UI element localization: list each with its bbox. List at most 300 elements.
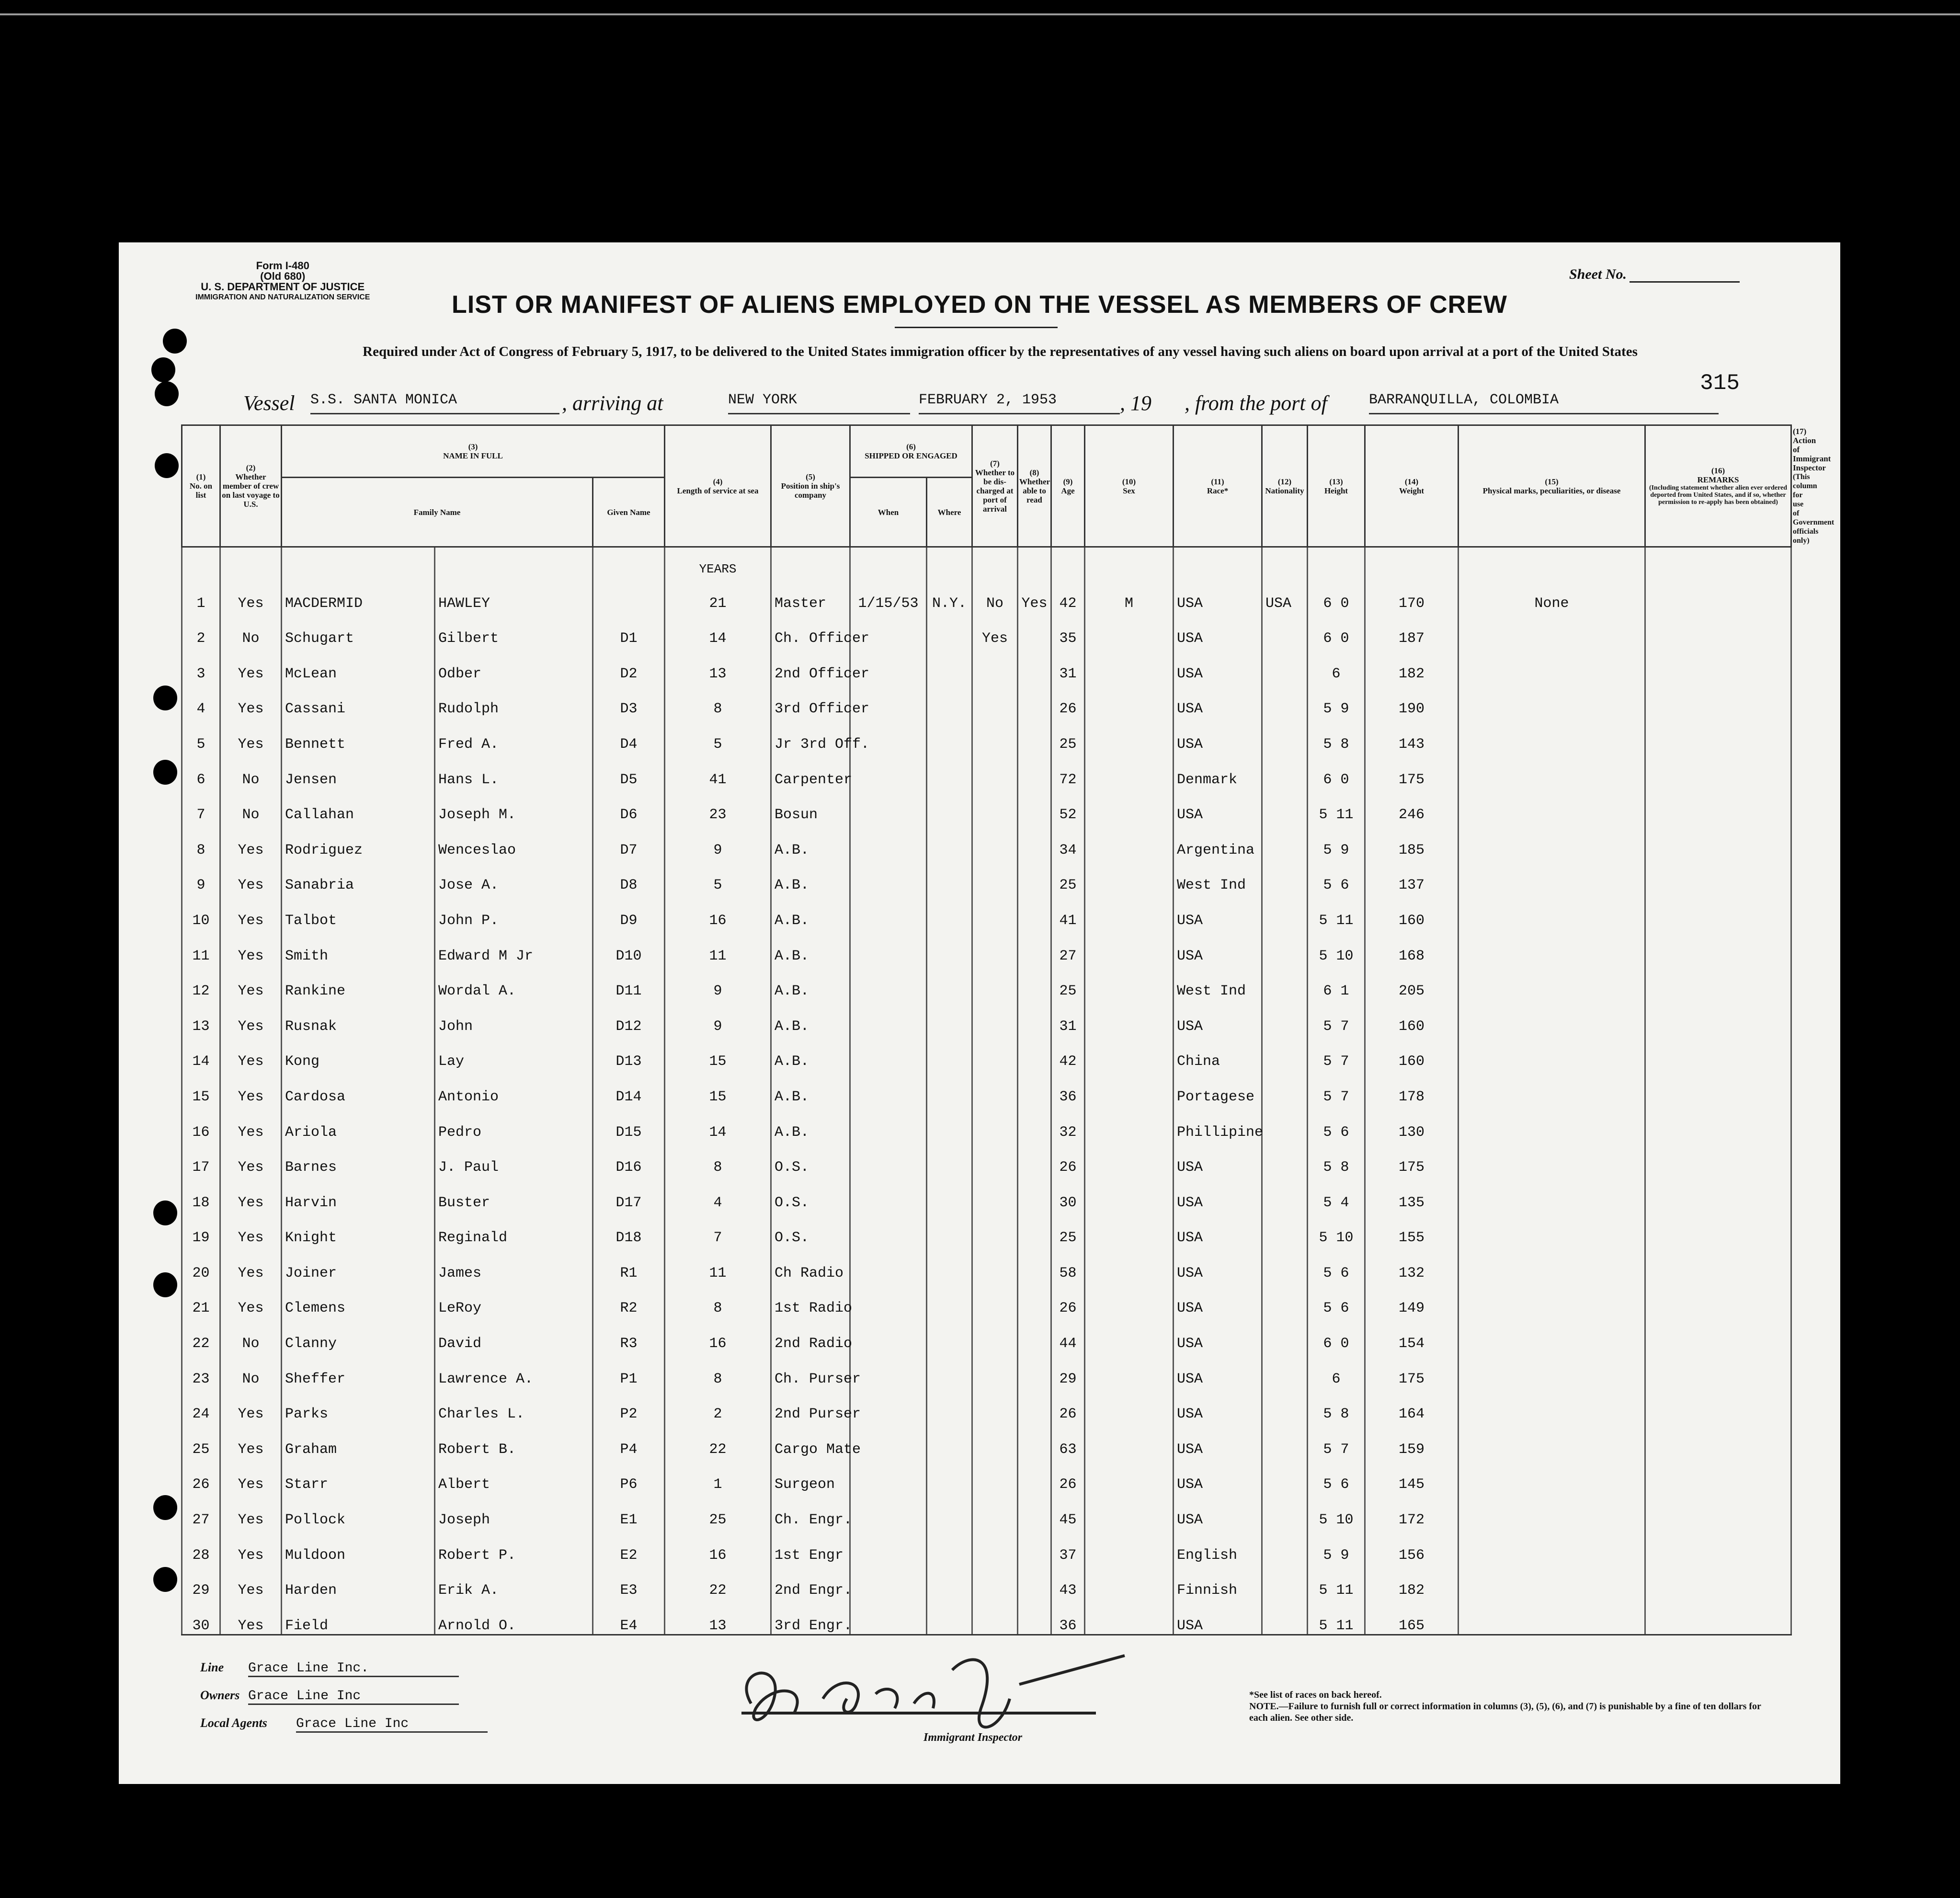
manifest-sheet	[119, 242, 1840, 1784]
position: A.B.	[771, 929, 850, 964]
binder-hole	[155, 381, 179, 406]
height: 5 8	[1308, 1387, 1365, 1423]
row-number: 4	[182, 682, 220, 718]
form-old-number: (Old 680)	[260, 270, 306, 282]
table-row	[182, 823, 1791, 858]
binder-hole	[151, 357, 175, 382]
table-row	[182, 1070, 1791, 1105]
race: USA	[1174, 1458, 1262, 1493]
weight: 160	[1365, 1035, 1459, 1070]
row-number: 22	[182, 1316, 220, 1352]
family-name: Harvin	[282, 1176, 435, 1211]
age: 72	[1051, 753, 1085, 788]
height: 5 11	[1308, 1564, 1365, 1599]
row-number: 26	[182, 1458, 220, 1493]
weight: 132	[1365, 1246, 1459, 1281]
weight: 182	[1365, 1564, 1459, 1599]
member-last-voyage: No	[220, 1316, 282, 1352]
family-name: Pollock	[282, 1493, 435, 1528]
shipped-when	[850, 823, 927, 858]
able-to-read	[1018, 1105, 1051, 1141]
arrival-port: NEW YORK	[728, 392, 910, 414]
height: 5 11	[1308, 788, 1365, 823]
remarks	[1645, 612, 1791, 647]
table-row	[182, 1352, 1791, 1387]
physical-marks	[1459, 1246, 1645, 1281]
shipped-when	[850, 1176, 927, 1211]
crew-code: D12	[593, 999, 665, 1035]
position: Surgeon	[771, 1458, 850, 1493]
member-last-voyage: Yes	[220, 1528, 282, 1564]
sex	[1085, 823, 1174, 858]
arriving-label: , arriving at	[562, 391, 663, 415]
race: USA	[1174, 1422, 1262, 1458]
table-row	[182, 717, 1791, 753]
family-name: Rodriguez	[282, 823, 435, 858]
year-label: , 19	[1120, 391, 1151, 415]
nationality	[1262, 1493, 1308, 1528]
table-row	[182, 753, 1791, 788]
weight: 160	[1365, 999, 1459, 1035]
crew-code: R1	[593, 1246, 665, 1281]
race: Portagese	[1174, 1070, 1262, 1105]
sex	[1085, 858, 1174, 894]
physical-marks	[1459, 1141, 1645, 1176]
race: West Ind	[1174, 858, 1262, 894]
table-row	[182, 929, 1791, 964]
age: 45	[1051, 1493, 1085, 1528]
binder-hole	[153, 760, 177, 785]
able-to-read	[1018, 1528, 1051, 1564]
shipped-when	[850, 999, 927, 1035]
height: 5 11	[1308, 1599, 1365, 1635]
shipped-when	[850, 1246, 927, 1281]
shipped-where	[927, 1493, 972, 1528]
member-last-voyage: No	[220, 753, 282, 788]
shipped-when	[850, 1141, 927, 1176]
row-number: 19	[182, 1211, 220, 1246]
family-name: Kong	[282, 1035, 435, 1070]
weight: 159	[1365, 1422, 1459, 1458]
shipped-where	[927, 1246, 972, 1281]
to-be-discharged	[972, 1387, 1018, 1423]
height: 6	[1308, 647, 1365, 682]
position: O.S.	[771, 1211, 850, 1246]
remarks	[1645, 576, 1791, 612]
physical-marks	[1459, 1176, 1645, 1211]
row-number: 11	[182, 929, 220, 964]
age: 26	[1051, 1387, 1085, 1423]
header-shipped: (6) SHIPPED OR ENGAGED	[850, 425, 972, 478]
shipped-when	[850, 1599, 927, 1635]
age: 42	[1051, 576, 1085, 612]
member-last-voyage: No	[220, 1352, 282, 1387]
crew-code: P2	[593, 1387, 665, 1423]
given-name: HAWLEY	[435, 576, 593, 612]
row-number: 9	[182, 858, 220, 894]
member-last-voyage: No	[220, 612, 282, 647]
able-to-read	[1018, 1141, 1051, 1176]
nationality	[1262, 929, 1308, 964]
inspector-signature	[713, 1641, 1144, 1737]
age: 36	[1051, 1599, 1085, 1635]
row-number: 25	[182, 1422, 220, 1458]
row-number: 29	[182, 1564, 220, 1599]
binder-hole	[153, 1495, 177, 1520]
remarks	[1645, 823, 1791, 858]
service: IMMIGRATION AND NATURALIZATION SERVICE	[195, 293, 370, 301]
weight: 160	[1365, 893, 1459, 929]
given-name: Lay	[435, 1035, 593, 1070]
family-name: Cardosa	[282, 1070, 435, 1105]
row-number: 24	[182, 1387, 220, 1423]
shipped-where	[927, 858, 972, 894]
length-of-service: 9	[665, 999, 771, 1035]
shipped-where	[927, 964, 972, 1000]
row-number: 7	[182, 788, 220, 823]
table-row	[182, 1176, 1791, 1211]
nationality	[1262, 1528, 1308, 1564]
age: 26	[1051, 1458, 1085, 1493]
crew-table: (1) No. on list (2) Whether member of crew on last voyage to U.S. (3) NAME IN FULL (4) Length of service at sea (5) Position in ship's company (6) SHIPPED OR ENGAGED (7) Whether to be dis-charged at port of arrival (8) Whether able to read (9) Age (10) Sex (11) Race* (12) Nationality (13) Height (14) Weight (15) Physical marks, peculiarities, or disease (16) REMARKS (Including statement whether alien ever ordered deported from United States, and if so, whether permission to re-apply has been obtained) (17) Action of Immigrant Inspector (This column for use of Government officials only) Family Name Given Name When Where YEARS 1 Yes MACDERMID HAWLEY 21 Master 1/15/53 N.Y. No Yes 42 M USA USA 6 0 170 None 2 No Schugart Gilbert D1 14 Ch. Officer Yes 35 USA 6 0 187 3 Yes McLean Odber D2 13 2nd Officer 31 USA 6 182 4 Yes Cassani Rudolph D3 8 3rd Officer 26 USA 5 9 190 5 Yes Bennett Fred A. D4 5 Jr 3rd Off. 25 USA 5 8 143 6 No Jensen Hans L. D5 41 Carpenter 72 Denmark 6 0 175 7 No Callahan Joseph M. D6 23 Bosun 52 USA 5 11 246 8 Yes Rodriguez Wenceslao D7 9 A.B. 34 Argentina 5 9 185 9 Yes Sanabria Jose A. D8 5 A.B. 25 West Ind 5 6 137 10 Yes Talbot John P. D9 16 A.B. 41 USA 5 11 160 11 Yes Smith Edward M Jr D10 11 A.B. 27 USA 5 10 168 12 Yes Rankine Wordal A. D11 9 A.B. 25 West Ind 6 1 205 13 Yes Rusnak John D12 9 A.B. 31 USA 5 7 160 14 Yes Kong Lay D13 15 A.B. 42 China 5 7 160 15 Yes Cardosa Antonio D14 15 A.B. 36 Portagese 5 7 178 16 Yes Ariola Pedro D15 14 A.B. 32 Phillipine 5 6 130 17 Yes Barnes J. Paul D16 8 O.S. 26 USA 5 8 175 18 Yes Harvin Buster D17 4 O.S. 30 USA 5 4 135 19 Yes Knight Reginald D18 7 O.S. 25 USA 5 10 155 20 Yes Joiner James R1 11 Ch Radio 58 USA 5 6 132 21 Yes Clemens LeRoy R2 8 1st Radio 26 USA 5 6 149 22 No Clanny David R3 16 2nd Radio 44 USA 6 0 154 23 No Sheffer Lawrence A. P1 8 Ch. Purser 29 USA 6 175 24 Yes Parks Charles L. P2 2 2nd Purser 26 USA 5 8 164 25 Yes Graham Robert B. P4 22 Cargo Mate 63 USA 5 7 159 26 Yes Starr Albert P6 1 Surgeon 26 USA 5 6 145 27 Yes Pollock Joseph E1 25 Ch. Engr. 45 USA 5 10 172 28 Yes Muldoon Robert P. E2 16 1st Engr 37 English 5 9 156 29 Yes Harden Erik A. E3 22 2nd Engr. 43 Finnish 5 11 182 30 Yes Field Arnold O. E4 13 3rd Engr. 36 USA 5 11 165	[181, 424, 1792, 1635]
given-name: Reginald	[435, 1211, 593, 1246]
height: 5 6	[1308, 858, 1365, 894]
remarks	[1645, 1422, 1791, 1458]
remarks	[1645, 999, 1791, 1035]
sex	[1085, 1528, 1174, 1564]
family-name: Joiner	[282, 1246, 435, 1281]
header-weight: (14) Weight	[1365, 425, 1459, 547]
length-of-service: 14	[665, 612, 771, 647]
shipped-where	[927, 647, 972, 682]
member-last-voyage: Yes	[220, 823, 282, 858]
family-name: Starr	[282, 1458, 435, 1493]
race: USA	[1174, 612, 1262, 647]
shipped-when	[850, 1422, 927, 1458]
footer-agents	[200, 1660, 488, 1744]
department: U. S. DEPARTMENT OF JUSTICE	[201, 281, 365, 293]
physical-marks	[1459, 929, 1645, 964]
family-name: Field	[282, 1599, 435, 1635]
to-be-discharged	[972, 647, 1018, 682]
race: China	[1174, 1035, 1262, 1070]
sex	[1085, 1176, 1174, 1211]
weight: 145	[1365, 1458, 1459, 1493]
family-name: Barnes	[282, 1141, 435, 1176]
shipped-when	[850, 893, 927, 929]
sex	[1085, 682, 1174, 718]
given-name: Pedro	[435, 1105, 593, 1141]
length-of-service: 5	[665, 858, 771, 894]
inspector-label: Immigrant Inspector	[923, 1731, 1023, 1744]
row-number: 28	[182, 1528, 220, 1564]
age: 32	[1051, 1105, 1085, 1141]
header-physical: (15) Physical marks, peculiarities, or disease	[1459, 425, 1645, 547]
row-number: 6	[182, 753, 220, 788]
shipped-where	[927, 1316, 972, 1352]
crew-code: D2	[593, 647, 665, 682]
family-name: Sanabria	[282, 858, 435, 894]
nationality	[1262, 1564, 1308, 1599]
shipped-where	[927, 1211, 972, 1246]
given-name: Albert	[435, 1458, 593, 1493]
row-number: 3	[182, 647, 220, 682]
family-name: Talbot	[282, 893, 435, 929]
height: 5 10	[1308, 929, 1365, 964]
table-row	[182, 893, 1791, 929]
able-to-read: Yes	[1018, 576, 1051, 612]
race: USA	[1174, 1599, 1262, 1635]
able-to-read	[1018, 999, 1051, 1035]
physical-marks	[1459, 1211, 1645, 1246]
physical-marks	[1459, 1422, 1645, 1458]
physical-marks	[1459, 1105, 1645, 1141]
weight: 156	[1365, 1528, 1459, 1564]
position: O.S.	[771, 1176, 850, 1211]
nationality: USA	[1262, 576, 1308, 612]
shipped-where	[927, 753, 972, 788]
physical-marks	[1459, 1458, 1645, 1493]
footer-agents-row: Local Agents Grace Line Inc	[200, 1716, 488, 1744]
able-to-read	[1018, 1564, 1051, 1599]
weight: 155	[1365, 1211, 1459, 1246]
weight: 135	[1365, 1176, 1459, 1211]
age: 37	[1051, 1528, 1085, 1564]
family-name: Clemens	[282, 1281, 435, 1317]
header-position: (5) Position in ship's company	[771, 425, 850, 547]
vessel-name: S.S. SANTA MONICA	[310, 392, 559, 414]
age: 36	[1051, 1070, 1085, 1105]
physical-marks	[1459, 612, 1645, 647]
member-last-voyage: Yes	[220, 1246, 282, 1281]
age: 30	[1051, 1176, 1085, 1211]
length-of-service: 8	[665, 1141, 771, 1176]
physical-marks	[1459, 1352, 1645, 1387]
line-value: Grace Line Inc.	[248, 1661, 459, 1677]
able-to-read	[1018, 1352, 1051, 1387]
length-of-service: 41	[665, 753, 771, 788]
nationality	[1262, 1246, 1308, 1281]
race: Phillipine	[1174, 1105, 1262, 1141]
remarks	[1645, 1387, 1791, 1423]
given-name: Fred A.	[435, 717, 593, 753]
row-number: 27	[182, 1493, 220, 1528]
table-row	[182, 682, 1791, 718]
shipped-when	[850, 1458, 927, 1493]
crew-code: E1	[593, 1493, 665, 1528]
able-to-read	[1018, 682, 1051, 718]
to-be-discharged	[972, 1105, 1018, 1141]
position: 3rd Engr.	[771, 1599, 850, 1635]
to-be-discharged	[972, 1564, 1018, 1599]
given-name: Hans L.	[435, 753, 593, 788]
physical-marks	[1459, 893, 1645, 929]
given-name: Arnold O.	[435, 1599, 593, 1635]
nationality	[1262, 1599, 1308, 1635]
height: 5 6	[1308, 1105, 1365, 1141]
weight: 175	[1365, 1352, 1459, 1387]
height: 5 10	[1308, 1493, 1365, 1528]
height: 5 6	[1308, 1281, 1365, 1317]
scan-top-line	[0, 13, 1960, 15]
vessel-line	[243, 391, 1776, 420]
sex	[1085, 1422, 1174, 1458]
sex	[1085, 964, 1174, 1000]
remarks	[1645, 1070, 1791, 1105]
family-name: Rankine	[282, 964, 435, 1000]
nationality	[1262, 1316, 1308, 1352]
race: USA	[1174, 1176, 1262, 1211]
to-be-discharged	[972, 1070, 1018, 1105]
height: 5 10	[1308, 1211, 1365, 1246]
shipped-where	[927, 682, 972, 718]
to-be-discharged	[972, 682, 1018, 718]
crew-code: D15	[593, 1105, 665, 1141]
crew-code: P4	[593, 1422, 665, 1458]
sex	[1085, 893, 1174, 929]
member-last-voyage: Yes	[220, 576, 282, 612]
position: 2nd Purser	[771, 1387, 850, 1423]
agents-value: Grace Line Inc	[296, 1716, 488, 1733]
length-of-service: 16	[665, 1528, 771, 1564]
physical-marks	[1459, 753, 1645, 788]
able-to-read	[1018, 823, 1051, 858]
binder-hole	[153, 1272, 177, 1297]
table-row	[182, 999, 1791, 1035]
given-name: LeRoy	[435, 1281, 593, 1317]
sex	[1085, 1070, 1174, 1105]
header-name: (3) NAME IN FULL	[282, 425, 665, 478]
weight: 246	[1365, 788, 1459, 823]
crew-code: R3	[593, 1316, 665, 1352]
physical-marks	[1459, 1070, 1645, 1105]
weight: 164	[1365, 1387, 1459, 1423]
position: Carpenter	[771, 753, 850, 788]
from-port: BARRANQUILLA, COLOMBIA	[1369, 392, 1719, 414]
race: USA	[1174, 682, 1262, 718]
remarks	[1645, 858, 1791, 894]
shipped-when	[850, 753, 927, 788]
able-to-read	[1018, 1070, 1051, 1105]
age: 26	[1051, 1141, 1085, 1176]
to-be-discharged	[972, 788, 1018, 823]
binder-hole	[153, 1201, 177, 1225]
sex	[1085, 1387, 1174, 1423]
physical-marks	[1459, 1316, 1645, 1352]
crew-code: D4	[593, 717, 665, 753]
length-of-service: 8	[665, 682, 771, 718]
length-of-service: 16	[665, 1316, 771, 1352]
to-be-discharged	[972, 717, 1018, 753]
age: 25	[1051, 717, 1085, 753]
race: Finnish	[1174, 1564, 1262, 1599]
table-row	[182, 964, 1791, 1000]
physical-marks	[1459, 647, 1645, 682]
nationality	[1262, 1458, 1308, 1493]
row-number: 15	[182, 1070, 220, 1105]
to-be-discharged	[972, 1458, 1018, 1493]
member-last-voyage: Yes	[220, 893, 282, 929]
family-name: Cassani	[282, 682, 435, 718]
row-number: 10	[182, 893, 220, 929]
member-last-voyage: Yes	[220, 1493, 282, 1528]
age: 35	[1051, 612, 1085, 647]
nationality	[1262, 1211, 1308, 1246]
remarks	[1645, 1493, 1791, 1528]
crew-code: D18	[593, 1211, 665, 1246]
given-name: Gilbert	[435, 612, 593, 647]
physical-marks	[1459, 858, 1645, 894]
given-name: Wordal A.	[435, 964, 593, 1000]
member-last-voyage: Yes	[220, 1458, 282, 1493]
row-number: 18	[182, 1176, 220, 1211]
nationality	[1262, 753, 1308, 788]
physical-marks	[1459, 1281, 1645, 1317]
length-of-service: 7	[665, 1211, 771, 1246]
weight: 168	[1365, 929, 1459, 964]
row-number: 17	[182, 1141, 220, 1176]
length-of-service: 11	[665, 929, 771, 964]
position: Ch Radio	[771, 1246, 850, 1281]
family-name: Smith	[282, 929, 435, 964]
sex	[1085, 1281, 1174, 1317]
crew-code: D11	[593, 964, 665, 1000]
height: 5 9	[1308, 682, 1365, 718]
row-number: 14	[182, 1035, 220, 1070]
nationality	[1262, 1176, 1308, 1211]
family-name: MACDERMID	[282, 576, 435, 612]
member-last-voyage: Yes	[220, 682, 282, 718]
position: A.B.	[771, 1035, 850, 1070]
sex	[1085, 1141, 1174, 1176]
remarks	[1645, 1458, 1791, 1493]
nationality	[1262, 647, 1308, 682]
shipped-where	[927, 1387, 972, 1423]
nationality	[1262, 823, 1308, 858]
shipped-where	[927, 929, 972, 964]
length-of-service: 22	[665, 1564, 771, 1599]
header-sex: (10) Sex	[1085, 425, 1174, 547]
length-of-service: 15	[665, 1035, 771, 1070]
given-name: Erik A.	[435, 1564, 593, 1599]
shipped-where	[927, 1176, 972, 1211]
shipped-where	[927, 1141, 972, 1176]
height: 5 9	[1308, 823, 1365, 858]
age: 31	[1051, 647, 1085, 682]
able-to-read	[1018, 1211, 1051, 1246]
physical-marks	[1459, 999, 1645, 1035]
weight: 170	[1365, 576, 1459, 612]
height: 6 0	[1308, 753, 1365, 788]
age: 52	[1051, 788, 1085, 823]
weight: 130	[1365, 1105, 1459, 1141]
length-of-service: 4	[665, 1176, 771, 1211]
to-be-discharged	[972, 1281, 1018, 1317]
remarks	[1645, 964, 1791, 1000]
crew-code: E3	[593, 1564, 665, 1599]
table-row	[182, 612, 1791, 647]
nationality	[1262, 788, 1308, 823]
crew-code: E2	[593, 1528, 665, 1564]
sex	[1085, 1211, 1174, 1246]
position: A.B.	[771, 893, 850, 929]
to-be-discharged	[972, 823, 1018, 858]
position: A.B.	[771, 1105, 850, 1141]
given-name: Robert P.	[435, 1528, 593, 1564]
family-name: Clanny	[282, 1316, 435, 1352]
crew-code: D8	[593, 858, 665, 894]
weight: 175	[1365, 1141, 1459, 1176]
